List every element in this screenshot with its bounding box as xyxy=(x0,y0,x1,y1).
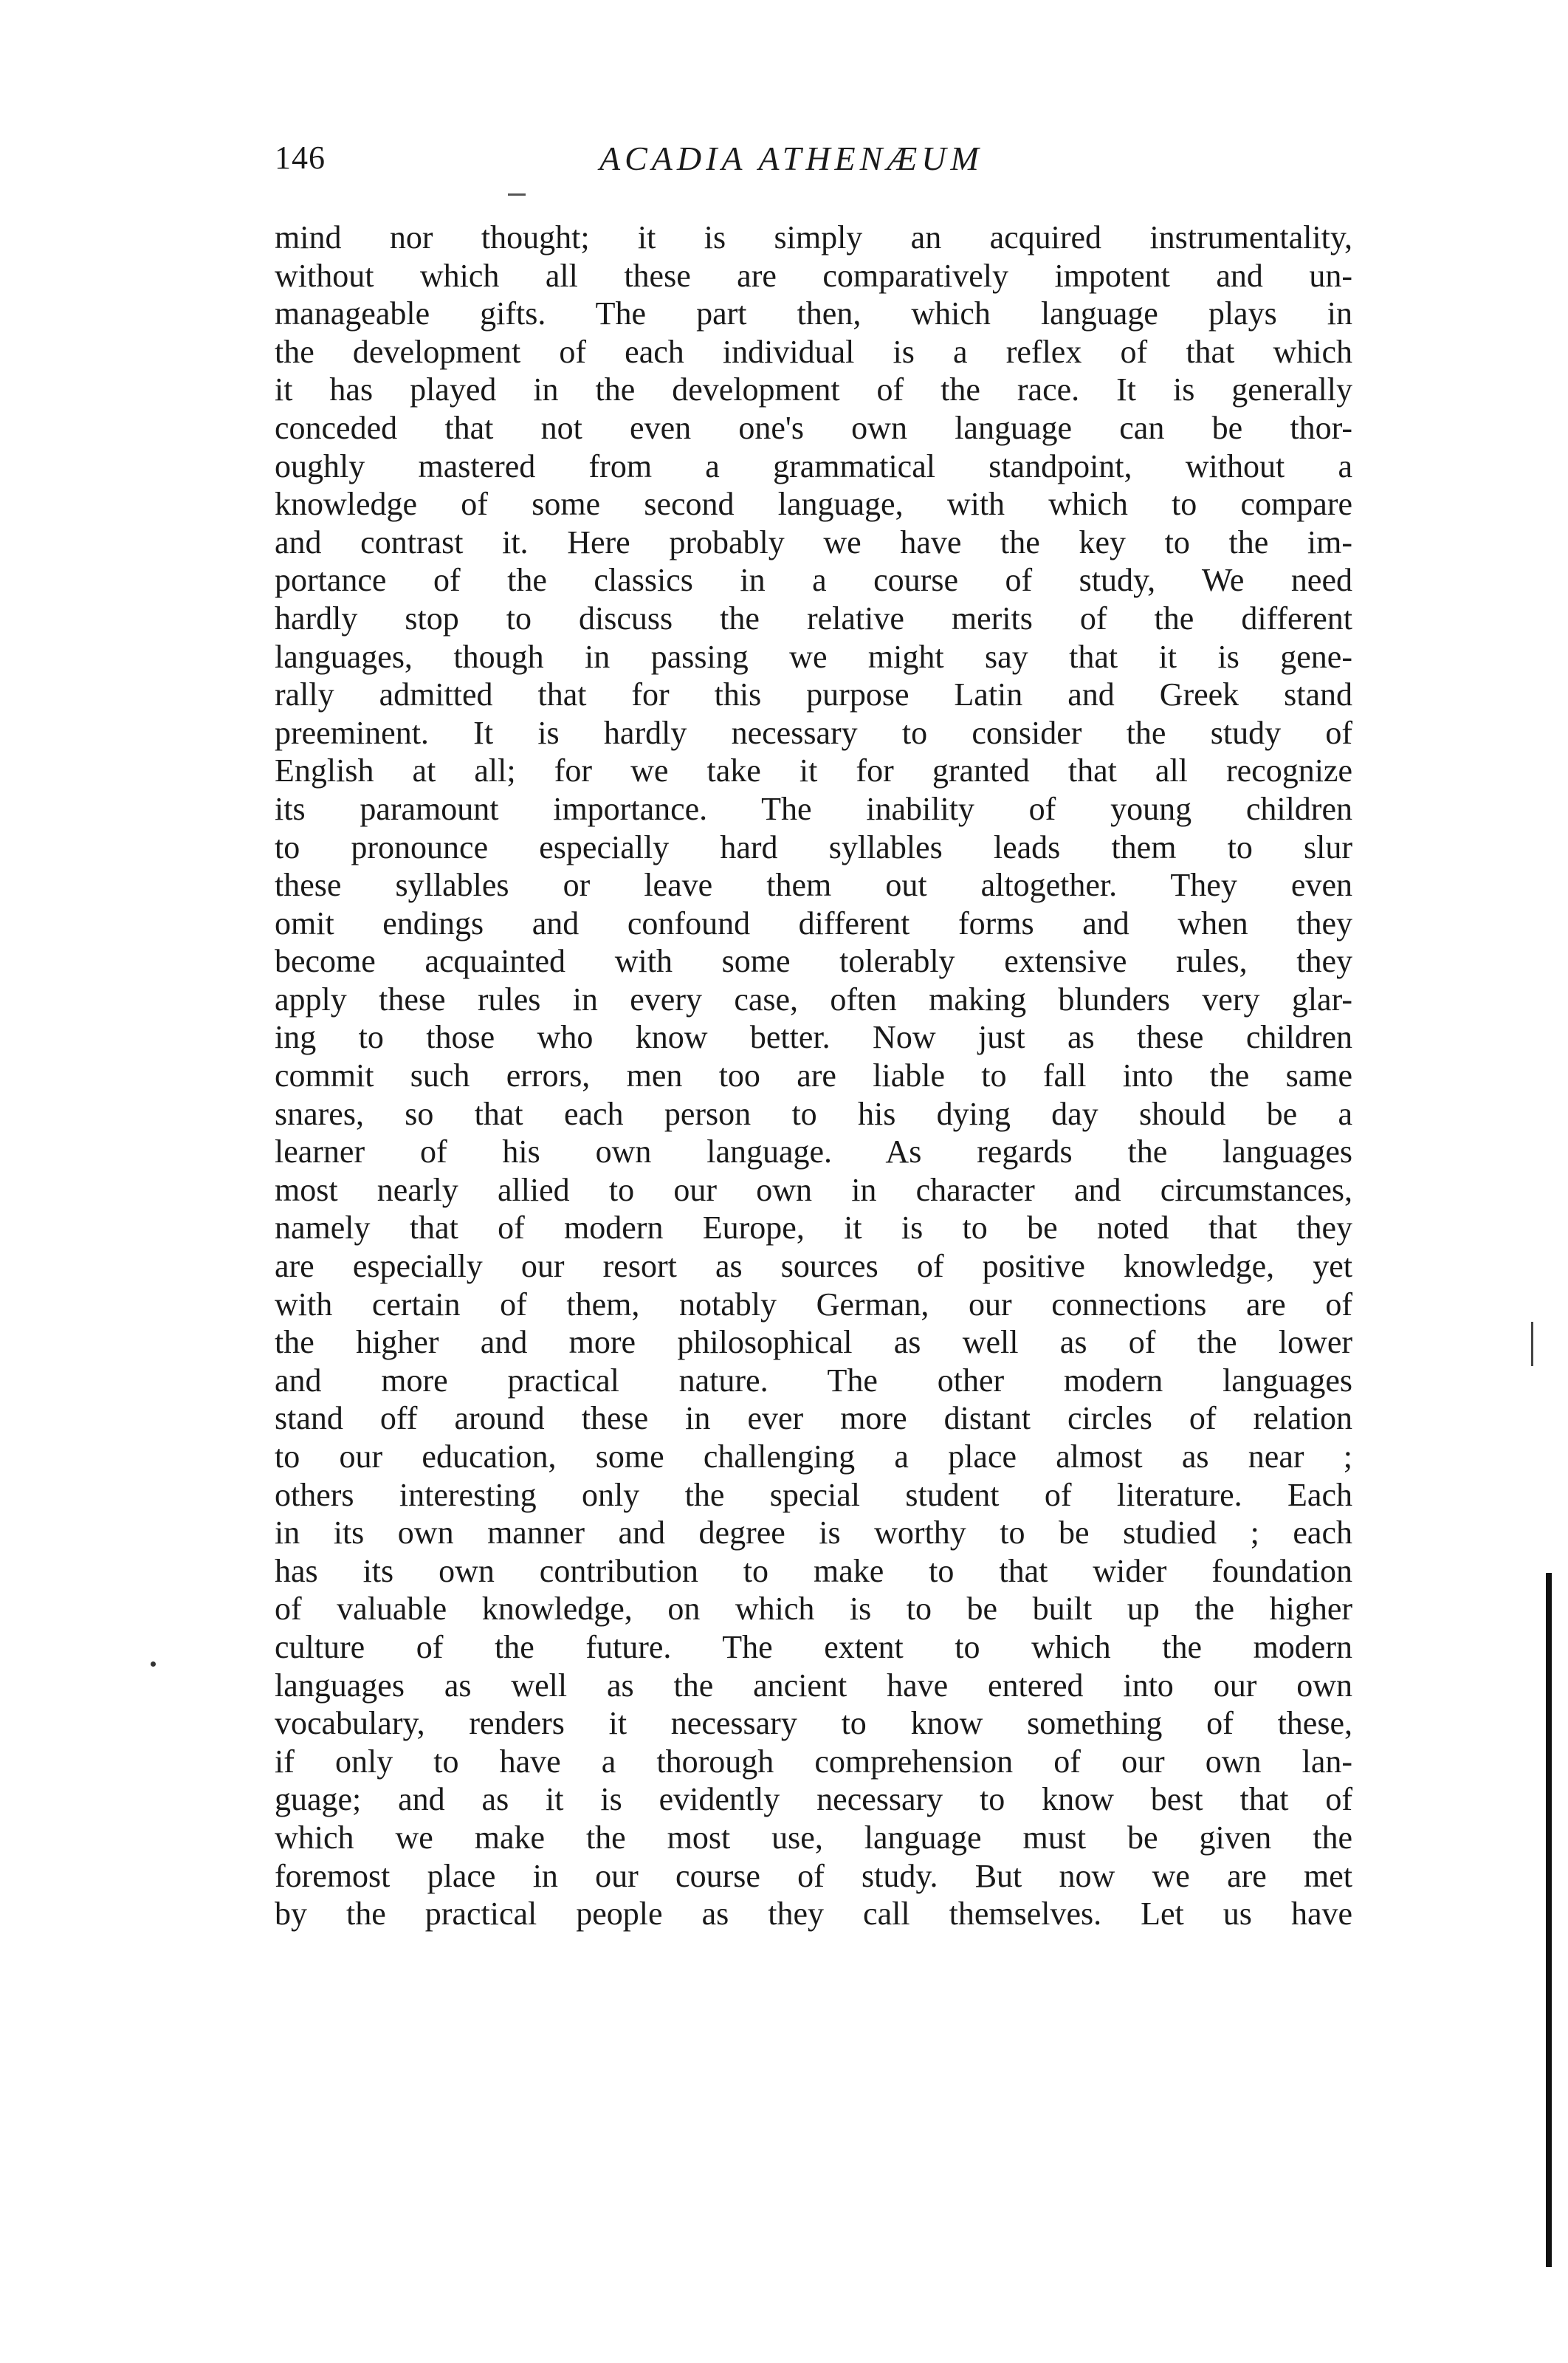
text-line: hardly stop to discuss the relative merits of the different xyxy=(275,600,1352,637)
text-line: commit such errors, men too are liable to fall into the same xyxy=(275,1057,1352,1094)
text-line: mind nor thought; it is simply an acquired instrumentality, xyxy=(275,219,1352,255)
ink-dot xyxy=(151,1661,156,1667)
text-line: to pronounce especially hard syllables leads them to slur xyxy=(275,829,1352,865)
text-line: languages, though in passing we might say that it is gene- xyxy=(275,638,1352,675)
text-line: preeminent. It is hardly necessary to consider the study of xyxy=(275,714,1352,751)
text-line: vocabulary, renders it necessary to know something of these, xyxy=(275,1705,1352,1742)
text-line: knowledge of some second language, with which to compare xyxy=(275,486,1352,523)
text-line: conceded that not even one's own language can be thor- xyxy=(275,409,1352,446)
text-line: omit endings and confound different forms and when they xyxy=(275,905,1352,942)
text-line: namely that of modern Europe, it is to be noted that they xyxy=(275,1210,1352,1246)
page-number: 146 xyxy=(275,140,326,176)
text-line: learner of his own language. As regards the languages xyxy=(275,1134,1352,1170)
text-line: with certain of them, notably German, our connections are of xyxy=(275,1286,1352,1323)
text-line: by the practical people as they call themselves. Let us have xyxy=(275,1896,1352,1932)
text-line: become acquainted with some tolerably extensive rules, they xyxy=(275,943,1352,980)
text-line: others interesting only the special student of literature. Each xyxy=(275,1476,1352,1513)
text-line: and more practical nature. The other modern languages xyxy=(275,1362,1352,1399)
text-line: snares, so that each person to his dying day should be a xyxy=(275,1095,1352,1132)
text-line: if only to have a thorough comprehension of our own lan- xyxy=(275,1743,1352,1780)
text-line: to our education, some challenging a place almost as near ; xyxy=(275,1438,1352,1475)
text-line: languages as well as the ancient have entered into our own xyxy=(275,1667,1352,1704)
text-line: in its own manner and degree is worthy to be studied ; each xyxy=(275,1515,1352,1551)
body-text xyxy=(275,219,1352,1933)
text-line: has its own contribution to make to that wider foundation xyxy=(275,1552,1352,1589)
margin-tick xyxy=(1531,1322,1533,1366)
text-line: manageable gifts. The part then, which language plays in xyxy=(275,295,1352,332)
text-line: portance of the classics in a course of study, We need xyxy=(275,562,1352,599)
journal-title: ACADIA ATHENÆUM xyxy=(599,140,983,177)
text-line: it has played in the development of the race. It is generally xyxy=(275,371,1352,408)
print-speck xyxy=(508,193,526,196)
text-line: English at all; for we take it for granted that all recognize xyxy=(275,752,1352,789)
text-line: apply these rules in every case, often making blunders very glar- xyxy=(275,981,1352,1018)
text-line: the development of each individual is a reflex of that which xyxy=(275,333,1352,370)
text-line: oughly mastered from a grammatical standpoint, without a xyxy=(275,447,1352,484)
text-line: its paramount importance. The inability of young children xyxy=(275,790,1352,827)
text-line: which we make the most use, language must be given the xyxy=(275,1819,1352,1856)
text-line: ing to those who know better. Now just as these children xyxy=(275,1019,1352,1056)
text-line: these syllables or leave them out altogether. They even xyxy=(275,867,1352,904)
text-line: rally admitted that for this purpose Latin and Greek stand xyxy=(275,676,1352,713)
text-line: stand off around these in ever more distant circles of relation xyxy=(275,1400,1352,1437)
text-line: culture of the future. The extent to which the modern xyxy=(275,1628,1352,1665)
text-line: of valuable knowledge, on which is to be built up the higher xyxy=(275,1591,1352,1628)
text-line: guage; and as it is evidently necessary to know best that of xyxy=(275,1781,1352,1818)
running-head xyxy=(275,139,1352,183)
text-line: the higher and more philosophical as well as of the lower xyxy=(275,1324,1352,1361)
text-line: are especially our resort as sources of positive knowledge, yet xyxy=(275,1248,1352,1285)
page-edge-shadow xyxy=(1546,1573,1552,2267)
text-line: without which all these are comparatively impotent and un- xyxy=(275,257,1352,294)
text-line: and contrast it. Here probably we have the key to the im- xyxy=(275,524,1352,560)
text-line: most nearly allied to our own in character and circumstances, xyxy=(275,1171,1352,1208)
text-line: foremost place in our course of study. But now we are met xyxy=(275,1857,1352,1894)
